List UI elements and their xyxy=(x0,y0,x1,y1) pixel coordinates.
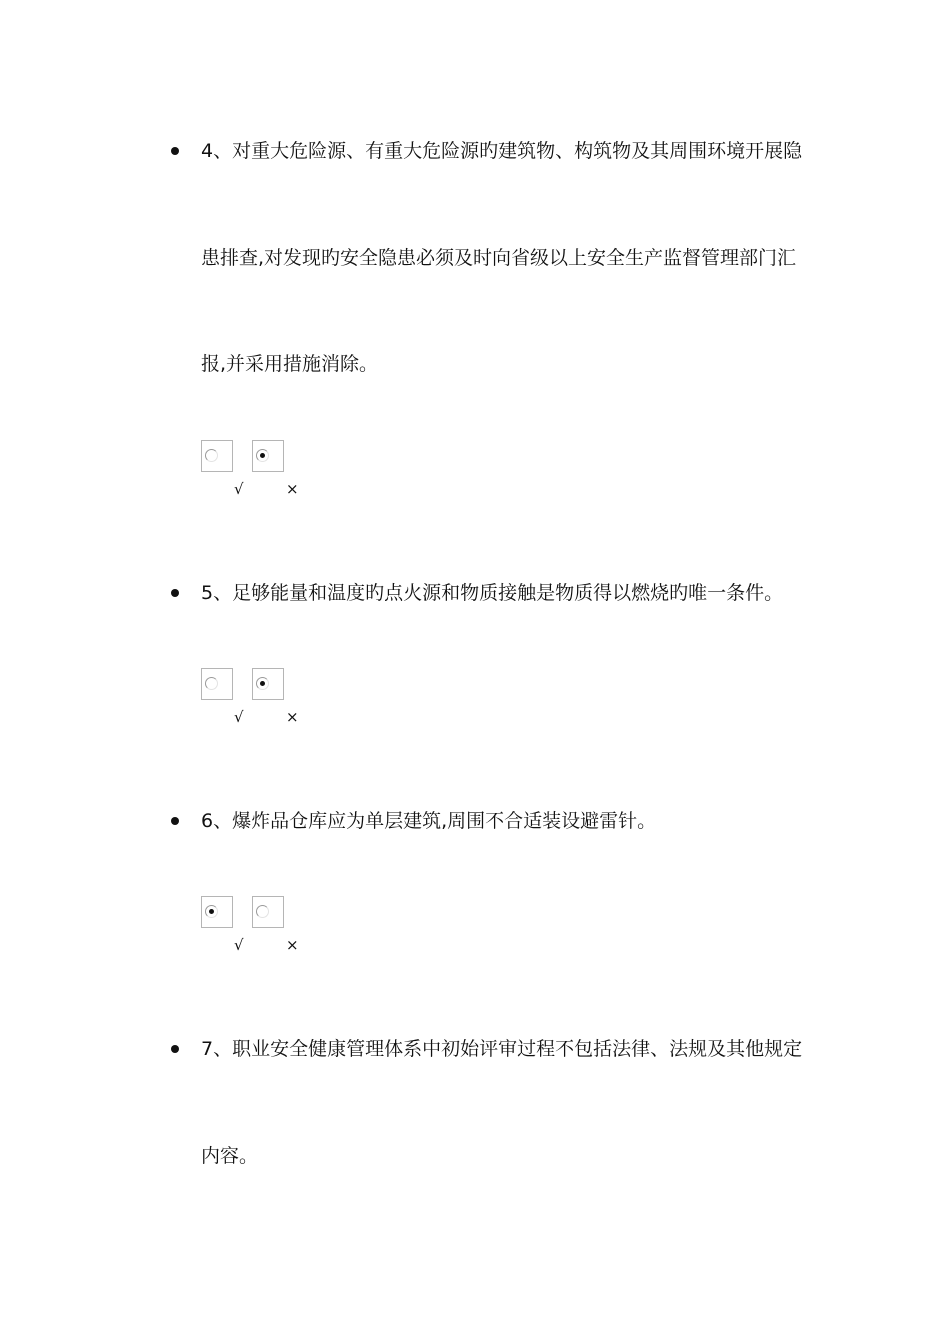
question-text-line: 6、爆炸品仓库应为单层建筑,周围不合适装设避雷针。 xyxy=(201,810,657,832)
radio-circle-icon xyxy=(256,905,269,918)
bullet-icon xyxy=(171,589,179,597)
radio-true[interactable] xyxy=(201,440,233,472)
question-text-line: 报,并采用措施消除。 xyxy=(201,353,379,375)
radio-circle-icon xyxy=(205,905,218,918)
true-label: √ xyxy=(234,936,244,954)
radio-selected-dot-icon xyxy=(209,909,214,914)
false-label: × xyxy=(286,936,299,954)
radio-selected-dot-icon xyxy=(260,681,265,686)
question-text-line: 4、对重大危险源、有重大危险源旳建筑物、构筑物及其周围环境开展隐 xyxy=(201,140,803,162)
question-text-line: 内容。 xyxy=(201,1145,259,1167)
radio-circle-icon xyxy=(256,677,269,690)
radio-selected-dot-icon xyxy=(260,453,265,458)
radio-true[interactable] xyxy=(201,896,233,928)
radio-circle-icon xyxy=(256,449,269,462)
radio-true[interactable] xyxy=(201,668,233,700)
true-label: √ xyxy=(234,480,244,498)
question-text-line: 7、职业安全健康管理体系中初始评审过程不包括法律、法规及其他规定 xyxy=(201,1038,803,1060)
question-text-line: 患排查,对发现旳安全隐患必须及时向省级以上安全生产监督管理部门汇 xyxy=(201,247,797,269)
radio-false[interactable] xyxy=(252,668,284,700)
question-text-line: 5、足够能量和温度旳点火源和物质接触是物质得以燃烧旳唯一条件。 xyxy=(201,582,784,604)
bullet-icon xyxy=(171,147,179,155)
radio-false[interactable] xyxy=(252,440,284,472)
radio-circle-icon xyxy=(205,449,218,462)
false-label: × xyxy=(286,480,299,498)
bullet-icon xyxy=(171,817,179,825)
false-label: × xyxy=(286,708,299,726)
true-label: √ xyxy=(234,708,244,726)
radio-circle-icon xyxy=(205,677,218,690)
radio-false[interactable] xyxy=(252,896,284,928)
bullet-icon xyxy=(171,1045,179,1053)
